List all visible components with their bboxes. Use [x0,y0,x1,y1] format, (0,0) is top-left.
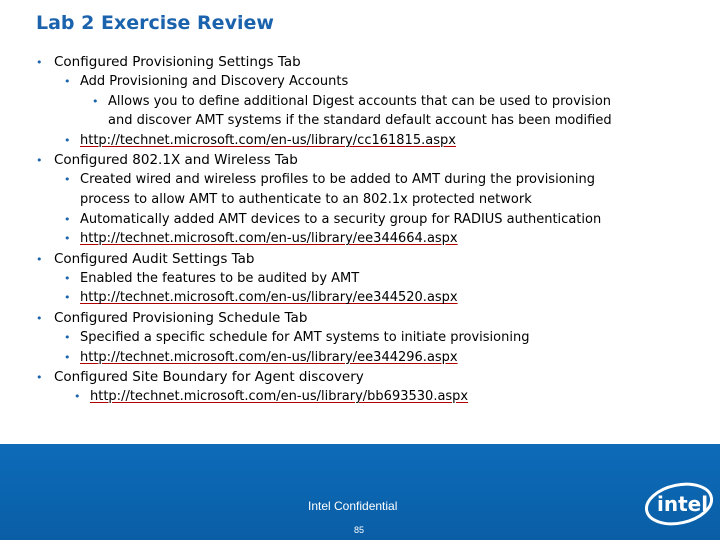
bullet-icon: • [64,291,71,305]
list-item [64,330,529,345]
bullet-icon: • [64,212,71,226]
list-item-text: and discover AMT systems if the standard default account has been modified [108,113,612,129]
bullet-icon: • [64,350,71,364]
bullet-icon: • [64,75,71,88]
list-item-text: Configured 802.1X and Wireless Tab [54,152,298,169]
list-item-text: Configured Provisioning Settings Tab [54,54,301,70]
bullet-icon: • [92,94,99,108]
page-number: 85 [354,525,365,535]
list-item [64,212,601,227]
list-item [36,54,301,70]
reference-link[interactable]: http://technet.microsoft.com/en-us/library/ee344296.aspx [80,349,458,365]
list-item [64,74,348,89]
list-item [80,192,532,207]
list-item[interactable] [74,389,468,404]
list-item [64,271,359,286]
list-item-text: Allows you to define additional Digest accounts that can be used to provision [108,93,612,109]
reference-link[interactable]: http://technet.microsoft.com/en-us/library/cc161815.aspx [80,132,456,148]
bullet-icon: • [36,371,43,385]
list-item-text: Configured Audit Settings Tab [54,250,255,267]
list-item-text: Enabled the features to be audited by AMT [80,270,360,286]
list-item[interactable] [64,231,458,246]
list-item [64,172,595,187]
confidential-label: Intel Confidential [308,499,398,513]
list-item[interactable] [64,290,458,305]
bullet-icon: • [64,331,71,344]
list-item-text: Configured Site Boundary for Agent discovery [54,369,364,386]
bullet-icon: • [36,56,43,69]
reference-link[interactable]: http://technet.microsoft.com/en-us/library/bb693530.aspx [90,389,469,405]
list-item-text: Automatically added AMT devices to a security group for RADIUS authentication [80,211,602,227]
list-item-text: Configured Provisioning Schedule Tab [54,310,308,326]
list-item [92,94,611,109]
bullet-icon: • [36,312,43,325]
intel-logo-icon [640,474,718,532]
bullet-icon: • [64,232,71,246]
list-item [36,251,255,267]
bullet-icon: • [74,390,81,404]
list-item-text: process to allow AMT to authenticate to an 802.1x protected network [80,192,532,207]
list-item-text: Specified a specific schedule for AMT systems to initiate provisioning [80,330,530,345]
bullet-icon: • [64,271,71,285]
reference-link[interactable]: http://technet.microsoft.com/en-us/library/ee344664.aspx [80,231,458,247]
bullet-icon: • [64,173,71,187]
list-item-text: Created wired and wireless profiles to be added to AMT during the provisioning [80,172,595,188]
list-item [36,310,307,326]
list-item [108,113,612,128]
list-item[interactable] [64,350,458,365]
footer-bar [0,444,720,540]
bullet-icon: • [36,252,43,266]
bullet-icon: • [36,154,43,168]
bullet-icon: • [64,133,71,147]
list-item [36,369,364,385]
slide-title: Lab 2 Exercise Review [36,12,274,34]
list-item[interactable] [64,133,456,148]
list-item [36,152,298,168]
reference-link[interactable]: http://technet.microsoft.com/en-us/library/ee344520.aspx [80,290,458,306]
list-item-text: Add Provisioning and Discovery Accounts [80,74,349,89]
logo-wordmark: intel [657,492,709,516]
